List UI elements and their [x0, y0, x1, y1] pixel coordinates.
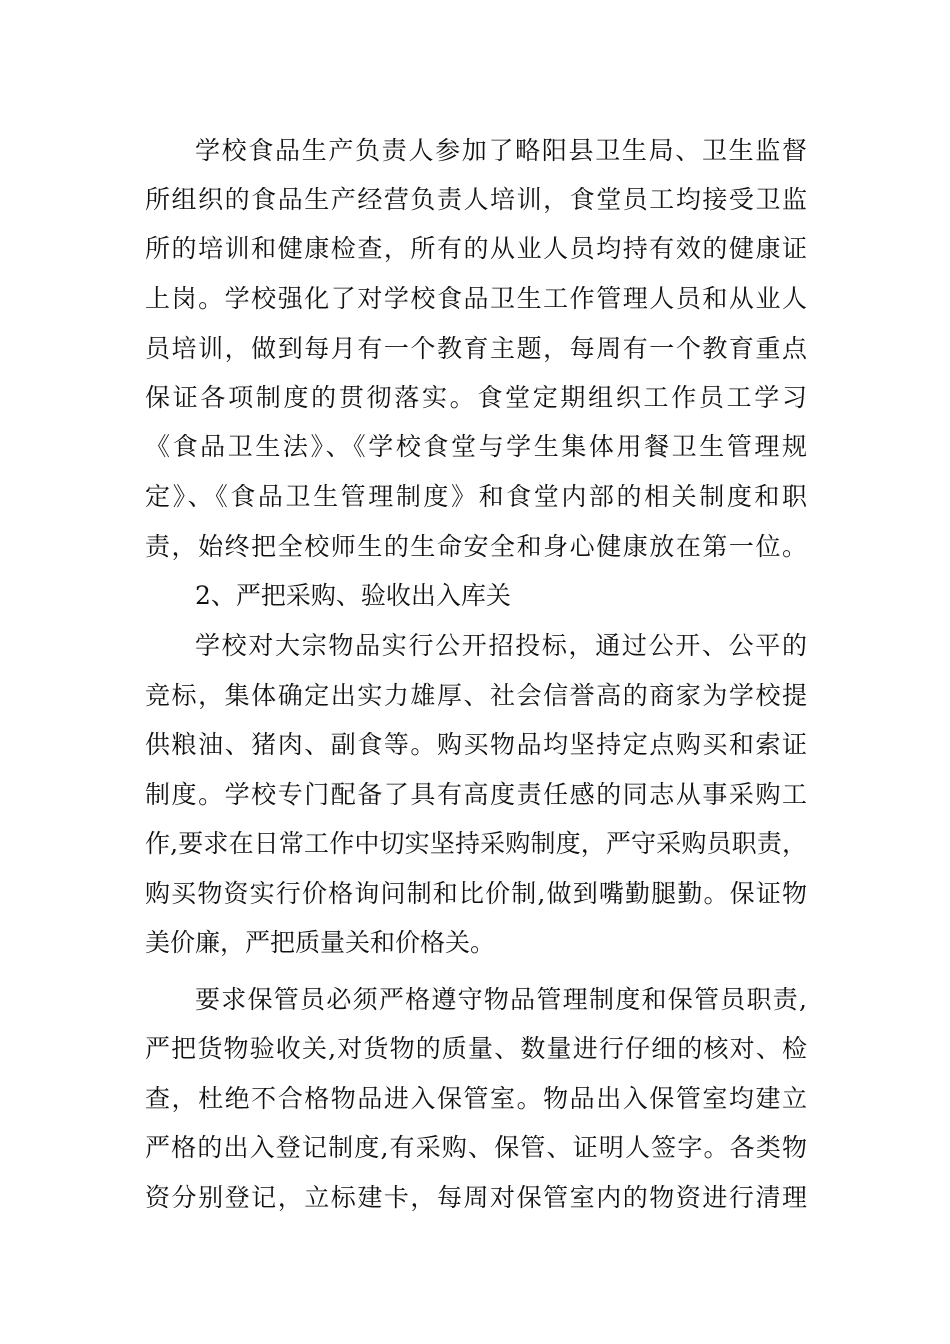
paragraph-3-line-5: 资分别登记，立标建卡，每周对保管室内的物资进行清理: [145, 1183, 807, 1212]
paragraph-1-line-3: 所的培训和健康检查，所有的从业人员均持有效的健康证: [145, 234, 807, 263]
paragraph-1-line-5: 员培训，做到每月有一个教育主题，每周有一个教育重点: [145, 334, 807, 363]
paragraph-3-line-1: 要求保管员必须严格遵守物品管理制度和保管员职责,: [195, 985, 807, 1014]
paragraph-1-line-8: 定》、《食品卫生管理制度》和食堂内部的相关制度和职: [145, 482, 807, 511]
paragraph-2-line-1: 学校对大宗物品实行公开招投标，通过公开、公平的: [195, 631, 807, 660]
paragraph-2-line-4: 制度。学校专门配备了具有高度责任感的同志从事采购工: [145, 780, 807, 809]
paragraph-1-line-4: 上岗。学校强化了对学校食品卫生工作管理人员和从业人: [145, 284, 807, 313]
section-heading-2: 2、严把采购、验收出入库关: [195, 581, 511, 610]
paragraph-2-line-2: 竞标，集体确定出实力雄厚、社会信誉高的商家为学校提: [145, 681, 807, 710]
paragraph-2-line-7: 美价廉，严把质量关和价格关。: [145, 928, 496, 957]
paragraph-1-line-6: 保证各项制度的贯彻落实。食堂定期组织工作员工学习: [145, 383, 807, 412]
paragraph-1-line-7: 《食品卫生法》、《学校食堂与学生集体用餐卫生管理规: [145, 432, 807, 461]
paragraph-1-line-9: 责，始终把全校师生的生命安全和身心健康放在第一位。: [145, 532, 807, 561]
paragraph-2-line-5: 作,要求在日常工作中切实坚持采购制度，严守采购员职责，: [145, 829, 807, 858]
paragraph-2-line-3: 供粮油、猪肉、副食等。购买物品均坚持定点购买和索证: [145, 730, 807, 759]
paragraph-3-line-3: 查，杜绝不合格物品进入保管室。物品出入保管室均建立: [145, 1084, 807, 1113]
paragraph-3-line-2: 严把货物验收关,对货物的质量、数量进行仔细的核对、检: [145, 1034, 807, 1063]
paragraph-1-line-1: 学校食品生产负责人参加了略阳县卫生局、卫生监督: [195, 136, 807, 165]
paragraph-3-line-4: 严格的出入登记制度,有采购、保管、证明人签字。各类物: [145, 1133, 807, 1162]
paragraph-2-line-6: 购买物资实行价格询问制和比价制,做到嘴勤腿勤。保证物: [145, 879, 807, 908]
paragraph-1-line-2: 所组织的食品生产经营负责人培训，食堂员工均接受卫监: [145, 185, 807, 214]
